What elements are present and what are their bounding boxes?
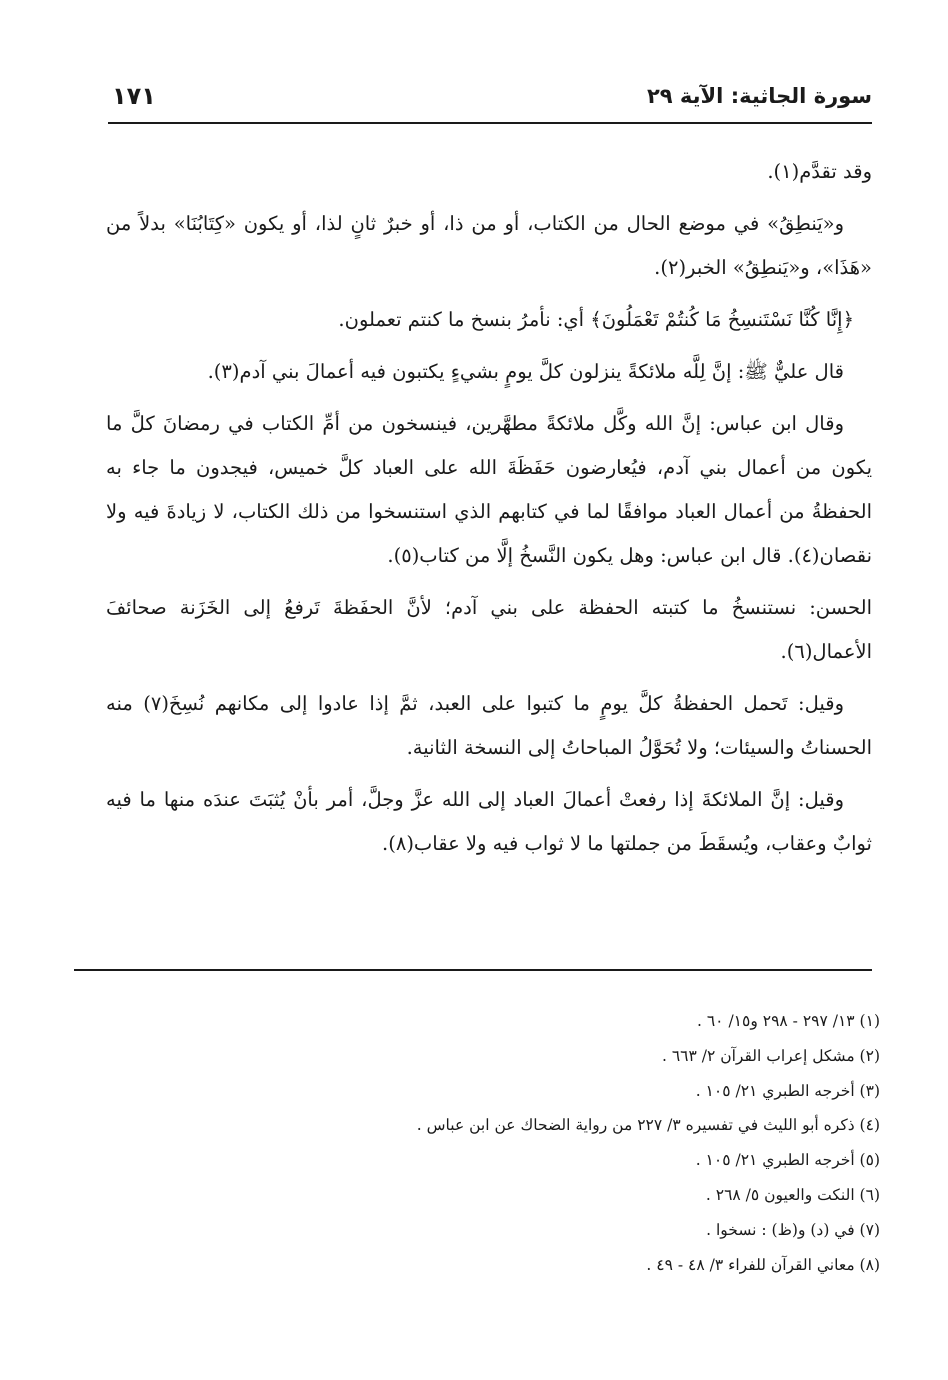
page-header [108, 82, 872, 124]
footnote: (٢) مشكل إعراب القرآن ٢/ ٦٦٣ . [661, 1046, 880, 1065]
main-text [106, 150, 872, 874]
footnote-divider [74, 969, 872, 971]
footnotes [100, 1004, 880, 1282]
footnote: (٣) أخرجه الطبري ٢١/ ١٠٥ . [695, 1081, 880, 1100]
footnote: (٧) في (د) و(ظ) : نسخوا . [706, 1220, 880, 1239]
paragraph: وقيل: إنَّ الملائكةَ إذا رفعتْ أعمالَ العباد إلى الله عزَّ وجلَّ، أمر بأنْ يُثبَتَ عندَه منها ما فيه ثوابٌ وعقاب، ويُسقَطَ من جملتها ما لا ثواب فيه ولا عقاب(٨). [106, 788, 872, 855]
paragraph: وقيل: تَحمل الحفظةُ كلَّ يومٍ ما كتبوا على العبد، ثمَّ إذا عادوا إلى مكانهم نُسِخَ(٧) منه الحسناتُ والسيئات؛ ولا تُحَوَّلُ المباحاتُ إلى النسخة الثانية. [106, 692, 872, 759]
running-title: سورة الجاثية: الآية ٢٩ [646, 84, 872, 108]
paragraph: قال عليٌّ ﷺ: إنَّ لِلَّه ملائكةً ينزلون كلَّ يومٍ بشيءٍ يكتبون فيه أعمالَ بني آدم(٣). [207, 360, 844, 383]
paragraph: الحسن: نستنسخُ ما كتبته الحفظة على بني آدم؛ لأنَّ الحفَظةَ تَرفعُ إلى الخَزَنة صحائفَ الأعمال(٦). [106, 596, 872, 663]
paragraph: و«يَنطِقُ» في موضع الحال من الكتاب، أو من ذا، أو خبرٌ ثانٍ لذا، أو يكون «كِتَابُنَا» بدلاً من «هَذَا»، و«يَنطِقُ» الخبر(٢). [106, 212, 872, 279]
paragraph: وقد تقدَّم(١). [767, 160, 872, 183]
quran-verse-paragraph: ﴿إِنَّا كُنَّا نَسْتَنسِخُ مَا كُنتُمْ تَعْمَلُونَ﴾ أي: نأمرُ بنسخ ما كنتم تعملون. [338, 308, 854, 331]
page-number: ١٧١ [112, 82, 156, 110]
footnote: (٥) أخرجه الطبري ٢١/ ١٠٥ . [695, 1151, 880, 1170]
footnote: (٤) ذكره أبو الليث في تفسيره ٣/ ٢٢٧ من رواية الضحاك عن ابن عباس . [416, 1116, 880, 1135]
footnote: (١) ١٣/ ٢٩٧ - ٢٩٨ و١٥/ ٦٠ . [697, 1012, 880, 1030]
footnote: (٦) النكت والعيون ٥/ ٢٦٨ . [705, 1185, 880, 1204]
paragraph: وقال ابن عباس: إنَّ الله وكَّل ملائكةً مطهَّرين، فينسخون من أمِّ الكتاب في رمضانَ كلَّ ما يكون من أعمال بني آدم، فيُعارضون حَفَظَةَ الله على العباد كلَّ خميس، فيجدون ما جاء به الحفظةُ من أعمال العباد موافقًا لما في كتابهم الذي استنسخوا من ذلك الكتاب، لا زيادةَ فيه ولا نقصان(٤). قال ابن عباس: وهل يكون النَّسخُ إلَّا من كتاب(٥). [106, 412, 872, 567]
footnote: (٨) معاني القرآن للفراء ٣/ ٤٨ - ٤٩ . [646, 1255, 880, 1274]
